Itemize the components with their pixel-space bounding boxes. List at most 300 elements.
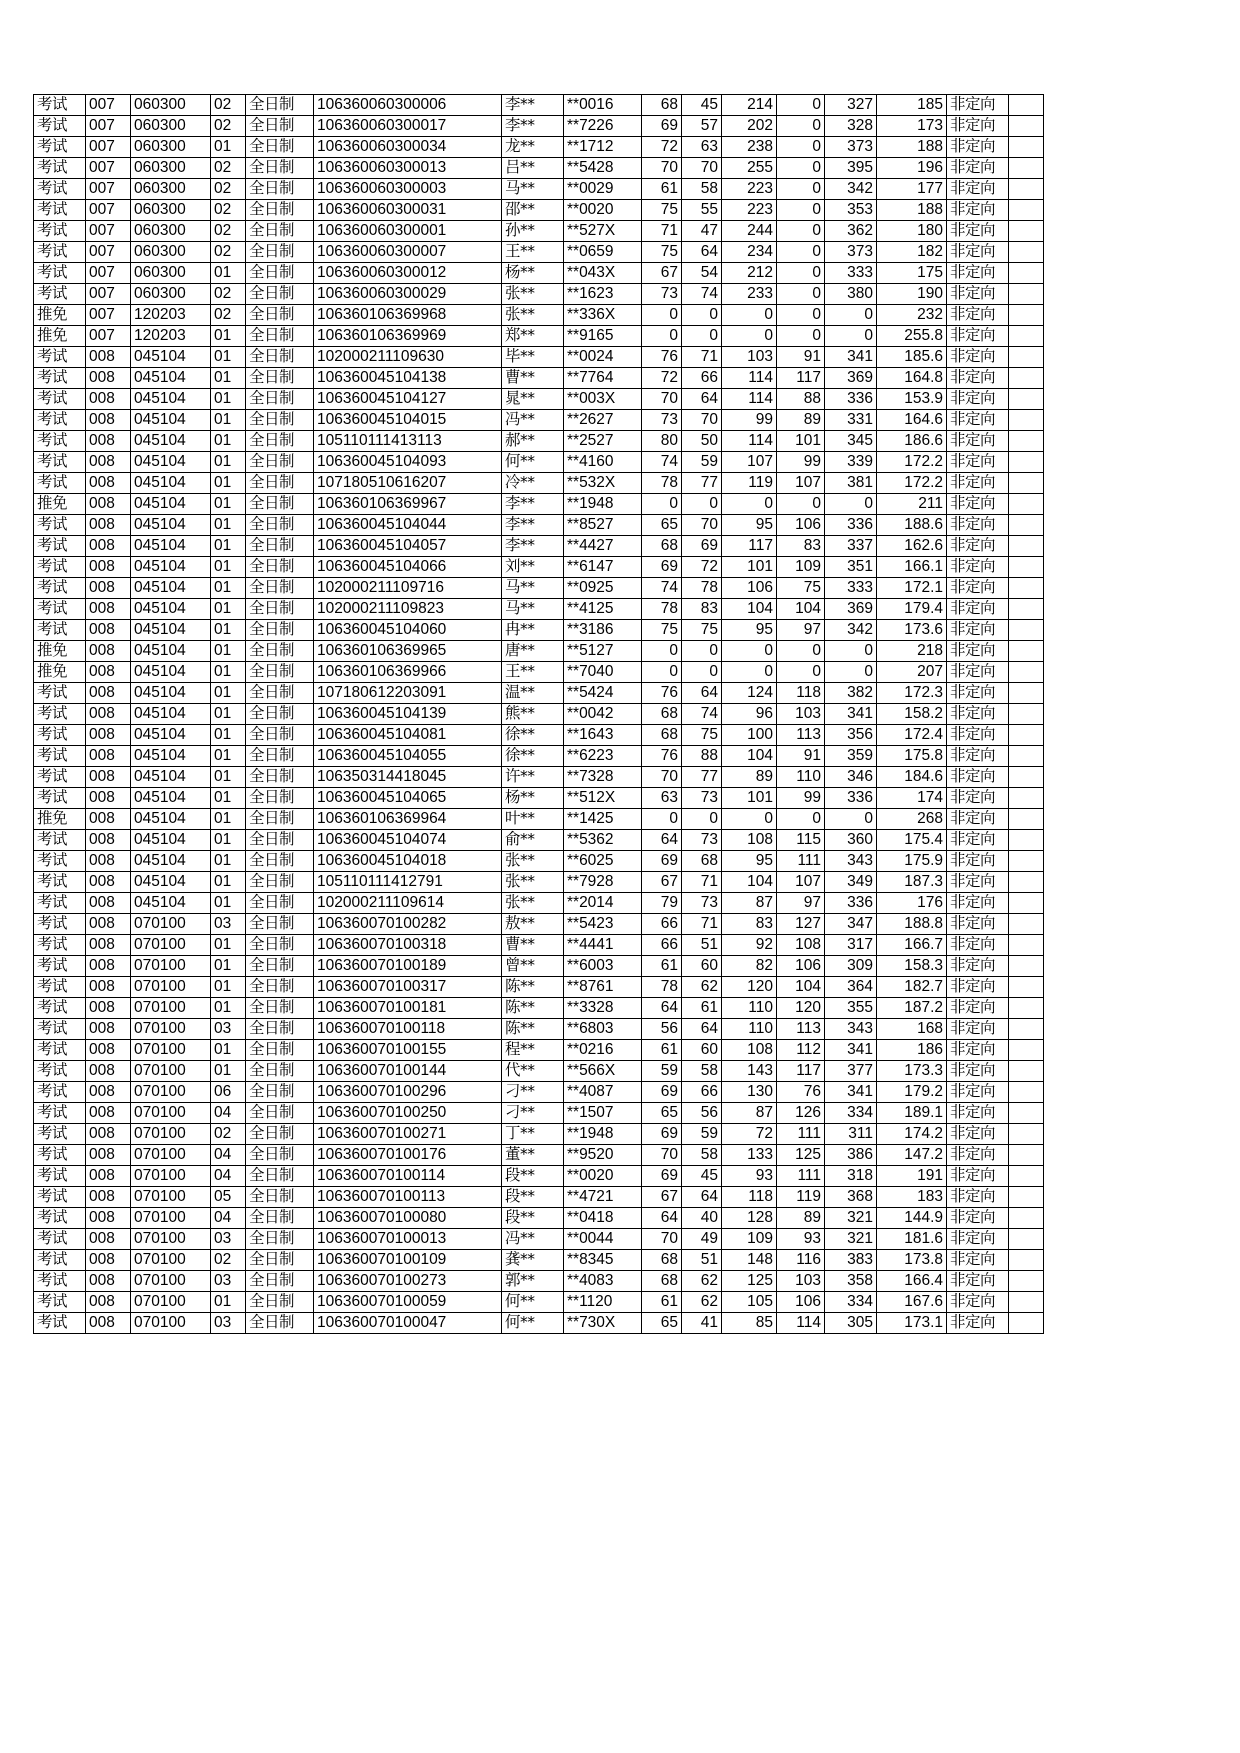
cell-score4: 111 bbox=[777, 1124, 825, 1145]
cell-blank bbox=[1009, 641, 1044, 662]
cell-total: 336 bbox=[825, 893, 877, 914]
cell-category: 非定向 bbox=[947, 536, 1009, 557]
cell-college: 008 bbox=[86, 515, 131, 536]
cell-direction: 01 bbox=[211, 473, 246, 494]
cell-major: 060300 bbox=[131, 116, 211, 137]
cell-score1: 61 bbox=[642, 1292, 682, 1313]
cell-major: 070100 bbox=[131, 998, 211, 1019]
cell-major: 045104 bbox=[131, 347, 211, 368]
cell-id_card: **1712 bbox=[564, 137, 642, 158]
cell-score4: 88 bbox=[777, 389, 825, 410]
cell-study_mode: 全日制 bbox=[246, 431, 314, 452]
cell-score3: 0 bbox=[722, 662, 777, 683]
cell-major: 045104 bbox=[131, 851, 211, 872]
cell-retest: 255.8 bbox=[877, 326, 947, 347]
cell-retest: 207 bbox=[877, 662, 947, 683]
cell-total: 380 bbox=[825, 284, 877, 305]
cell-total: 342 bbox=[825, 179, 877, 200]
cell-direction: 04 bbox=[211, 1103, 246, 1124]
cell-retest: 177 bbox=[877, 179, 947, 200]
cell-score3: 223 bbox=[722, 179, 777, 200]
table-row bbox=[34, 1019, 1044, 1040]
cell-score4: 110 bbox=[777, 767, 825, 788]
table-row bbox=[34, 263, 1044, 284]
cell-exam_id: 106360045104138 bbox=[314, 368, 502, 389]
cell-category: 非定向 bbox=[947, 389, 1009, 410]
cell-name: 张** bbox=[502, 872, 564, 893]
cell-direction: 01 bbox=[211, 557, 246, 578]
cell-name: 郝** bbox=[502, 431, 564, 452]
cell-blank bbox=[1009, 221, 1044, 242]
cell-blank bbox=[1009, 683, 1044, 704]
cell-id_card: **1120 bbox=[564, 1292, 642, 1313]
cell-category: 非定向 bbox=[947, 1124, 1009, 1145]
cell-exam_type: 考试 bbox=[34, 200, 86, 221]
cell-score1: 63 bbox=[642, 788, 682, 809]
cell-blank bbox=[1009, 1208, 1044, 1229]
cell-category: 非定向 bbox=[947, 1145, 1009, 1166]
cell-direction: 01 bbox=[211, 893, 246, 914]
cell-score3: 87 bbox=[722, 1103, 777, 1124]
cell-total: 343 bbox=[825, 851, 877, 872]
cell-score3: 214 bbox=[722, 95, 777, 116]
cell-exam_type: 考试 bbox=[34, 347, 86, 368]
cell-direction: 01 bbox=[211, 389, 246, 410]
cell-blank bbox=[1009, 536, 1044, 557]
cell-total: 336 bbox=[825, 515, 877, 536]
table-row bbox=[34, 599, 1044, 620]
cell-exam_type: 推免 bbox=[34, 494, 86, 515]
cell-category: 非定向 bbox=[947, 1250, 1009, 1271]
cell-score1: 68 bbox=[642, 95, 682, 116]
cell-college: 008 bbox=[86, 788, 131, 809]
cell-blank bbox=[1009, 137, 1044, 158]
cell-exam_type: 考试 bbox=[34, 872, 86, 893]
cell-score2: 56 bbox=[682, 1103, 722, 1124]
cell-exam_id: 106360070100113 bbox=[314, 1187, 502, 1208]
cell-direction: 01 bbox=[211, 998, 246, 1019]
cell-name: 李** bbox=[502, 536, 564, 557]
cell-direction: 01 bbox=[211, 515, 246, 536]
cell-score2: 73 bbox=[682, 893, 722, 914]
cell-exam_type: 推免 bbox=[34, 641, 86, 662]
cell-score2: 41 bbox=[682, 1313, 722, 1334]
cell-retest: 175 bbox=[877, 263, 947, 284]
cell-study_mode: 全日制 bbox=[246, 137, 314, 158]
cell-score2: 77 bbox=[682, 767, 722, 788]
cell-total: 373 bbox=[825, 137, 877, 158]
cell-study_mode: 全日制 bbox=[246, 620, 314, 641]
cell-exam_type: 考试 bbox=[34, 242, 86, 263]
table-row bbox=[34, 284, 1044, 305]
cell-study_mode: 全日制 bbox=[246, 1124, 314, 1145]
cell-total: 0 bbox=[825, 809, 877, 830]
cell-score3: 0 bbox=[722, 494, 777, 515]
cell-score2: 47 bbox=[682, 221, 722, 242]
cell-exam_id: 106360045104044 bbox=[314, 515, 502, 536]
cell-blank bbox=[1009, 557, 1044, 578]
cell-exam_id: 106360070100155 bbox=[314, 1040, 502, 1061]
cell-score2: 64 bbox=[682, 242, 722, 263]
cell-college: 008 bbox=[86, 431, 131, 452]
cell-exam_id: 106360060300012 bbox=[314, 263, 502, 284]
table-row bbox=[34, 221, 1044, 242]
cell-score4: 119 bbox=[777, 1187, 825, 1208]
cell-score1: 70 bbox=[642, 1145, 682, 1166]
cell-score2: 54 bbox=[682, 263, 722, 284]
cell-total: 333 bbox=[825, 263, 877, 284]
cell-blank bbox=[1009, 956, 1044, 977]
cell-score2: 62 bbox=[682, 977, 722, 998]
cell-score4: 109 bbox=[777, 557, 825, 578]
cell-exam_id: 106360070100317 bbox=[314, 977, 502, 998]
cell-study_mode: 全日制 bbox=[246, 1040, 314, 1061]
table-row bbox=[34, 95, 1044, 116]
cell-exam_type: 考试 bbox=[34, 158, 86, 179]
cell-category: 非定向 bbox=[947, 494, 1009, 515]
cell-college: 008 bbox=[86, 494, 131, 515]
cell-college: 008 bbox=[86, 347, 131, 368]
table-row bbox=[34, 1082, 1044, 1103]
cell-study_mode: 全日制 bbox=[246, 935, 314, 956]
cell-score3: 92 bbox=[722, 935, 777, 956]
cell-score2: 55 bbox=[682, 200, 722, 221]
cell-retest: 175.9 bbox=[877, 851, 947, 872]
table-row bbox=[34, 1271, 1044, 1292]
table-row bbox=[34, 1124, 1044, 1145]
cell-college: 008 bbox=[86, 641, 131, 662]
table-row bbox=[34, 788, 1044, 809]
table-row bbox=[34, 1040, 1044, 1061]
cell-direction: 01 bbox=[211, 977, 246, 998]
cell-score4: 89 bbox=[777, 1208, 825, 1229]
cell-major: 070100 bbox=[131, 1040, 211, 1061]
cell-total: 309 bbox=[825, 956, 877, 977]
cell-category: 非定向 bbox=[947, 452, 1009, 473]
table-row bbox=[34, 158, 1044, 179]
cell-name: 刁** bbox=[502, 1082, 564, 1103]
cell-exam_type: 考试 bbox=[34, 767, 86, 788]
cell-major: 060300 bbox=[131, 242, 211, 263]
cell-category: 非定向 bbox=[947, 998, 1009, 1019]
cell-college: 008 bbox=[86, 683, 131, 704]
cell-score2: 60 bbox=[682, 956, 722, 977]
cell-score1: 78 bbox=[642, 473, 682, 494]
cell-study_mode: 全日制 bbox=[246, 1313, 314, 1334]
cell-score2: 64 bbox=[682, 389, 722, 410]
cell-score3: 85 bbox=[722, 1313, 777, 1334]
cell-retest: 164.8 bbox=[877, 368, 947, 389]
cell-name: 杨** bbox=[502, 263, 564, 284]
cell-total: 328 bbox=[825, 116, 877, 137]
cell-exam_type: 考试 bbox=[34, 1208, 86, 1229]
cell-total: 331 bbox=[825, 410, 877, 431]
cell-direction: 02 bbox=[211, 200, 246, 221]
cell-total: 311 bbox=[825, 1124, 877, 1145]
cell-score1: 61 bbox=[642, 1040, 682, 1061]
cell-exam_id: 106360060300007 bbox=[314, 242, 502, 263]
cell-score4: 89 bbox=[777, 410, 825, 431]
cell-direction: 02 bbox=[211, 284, 246, 305]
cell-exam_id: 106360045104074 bbox=[314, 830, 502, 851]
cell-blank bbox=[1009, 431, 1044, 452]
cell-total: 346 bbox=[825, 767, 877, 788]
cell-exam_type: 考试 bbox=[34, 1250, 86, 1271]
cell-id_card: **0216 bbox=[564, 1040, 642, 1061]
cell-major: 045104 bbox=[131, 599, 211, 620]
cell-category: 非定向 bbox=[947, 830, 1009, 851]
cell-score1: 0 bbox=[642, 494, 682, 515]
cell-blank bbox=[1009, 1103, 1044, 1124]
cell-total: 305 bbox=[825, 1313, 877, 1334]
cell-score2: 0 bbox=[682, 641, 722, 662]
cell-score3: 96 bbox=[722, 704, 777, 725]
cell-direction: 02 bbox=[211, 1124, 246, 1145]
cell-score4: 115 bbox=[777, 830, 825, 851]
cell-score2: 0 bbox=[682, 326, 722, 347]
cell-score1: 0 bbox=[642, 641, 682, 662]
cell-score3: 0 bbox=[722, 809, 777, 830]
cell-retest: 174 bbox=[877, 788, 947, 809]
cell-score3: 114 bbox=[722, 431, 777, 452]
cell-score3: 233 bbox=[722, 284, 777, 305]
cell-score1: 78 bbox=[642, 599, 682, 620]
cell-blank bbox=[1009, 1082, 1044, 1103]
cell-major: 045104 bbox=[131, 431, 211, 452]
cell-retest: 167.6 bbox=[877, 1292, 947, 1313]
cell-retest: 186 bbox=[877, 1040, 947, 1061]
cell-category: 非定向 bbox=[947, 263, 1009, 284]
cell-id_card: **1948 bbox=[564, 1124, 642, 1145]
cell-id_card: **6003 bbox=[564, 956, 642, 977]
cell-exam_type: 考试 bbox=[34, 221, 86, 242]
cell-id_card: **5423 bbox=[564, 914, 642, 935]
cell-college: 007 bbox=[86, 242, 131, 263]
cell-total: 373 bbox=[825, 242, 877, 263]
cell-blank bbox=[1009, 1250, 1044, 1271]
cell-exam_type: 考试 bbox=[34, 1124, 86, 1145]
cell-score1: 59 bbox=[642, 1061, 682, 1082]
cell-blank bbox=[1009, 116, 1044, 137]
cell-total: 333 bbox=[825, 578, 877, 599]
cell-direction: 01 bbox=[211, 599, 246, 620]
cell-id_card: **7328 bbox=[564, 767, 642, 788]
cell-major: 045104 bbox=[131, 536, 211, 557]
cell-name: 冯** bbox=[502, 1229, 564, 1250]
cell-direction: 01 bbox=[211, 137, 246, 158]
cell-retest: 190 bbox=[877, 284, 947, 305]
cell-total: 343 bbox=[825, 1019, 877, 1040]
cell-score4: 103 bbox=[777, 704, 825, 725]
table-row bbox=[34, 179, 1044, 200]
cell-score1: 66 bbox=[642, 935, 682, 956]
cell-retest: 180 bbox=[877, 221, 947, 242]
cell-category: 非定向 bbox=[947, 515, 1009, 536]
cell-total: 364 bbox=[825, 977, 877, 998]
cell-id_card: **4441 bbox=[564, 935, 642, 956]
cell-score3: 95 bbox=[722, 851, 777, 872]
cell-study_mode: 全日制 bbox=[246, 95, 314, 116]
cell-score3: 0 bbox=[722, 326, 777, 347]
table-row bbox=[34, 725, 1044, 746]
cell-retest: 179.4 bbox=[877, 599, 947, 620]
table-row bbox=[34, 620, 1044, 641]
cell-category: 非定向 bbox=[947, 1061, 1009, 1082]
cell-college: 008 bbox=[86, 473, 131, 494]
cell-category: 非定向 bbox=[947, 200, 1009, 221]
cell-score1: 67 bbox=[642, 1187, 682, 1208]
cell-name: 李** bbox=[502, 95, 564, 116]
cell-score3: 114 bbox=[722, 368, 777, 389]
cell-exam_type: 考试 bbox=[34, 431, 86, 452]
cell-category: 非定向 bbox=[947, 137, 1009, 158]
cell-exam_type: 考试 bbox=[34, 263, 86, 284]
cell-name: 俞** bbox=[502, 830, 564, 851]
cell-direction: 05 bbox=[211, 1187, 246, 1208]
cell-exam_type: 考试 bbox=[34, 704, 86, 725]
cell-score4: 0 bbox=[777, 242, 825, 263]
table-row bbox=[34, 242, 1044, 263]
cell-college: 008 bbox=[86, 1229, 131, 1250]
cell-blank bbox=[1009, 1187, 1044, 1208]
cell-name: 叶** bbox=[502, 809, 564, 830]
cell-id_card: **4083 bbox=[564, 1271, 642, 1292]
cell-exam_type: 考试 bbox=[34, 116, 86, 137]
cell-category: 非定向 bbox=[947, 221, 1009, 242]
cell-name: 李** bbox=[502, 494, 564, 515]
cell-direction: 01 bbox=[211, 725, 246, 746]
cell-score1: 64 bbox=[642, 1208, 682, 1229]
cell-study_mode: 全日制 bbox=[246, 263, 314, 284]
cell-score3: 125 bbox=[722, 1271, 777, 1292]
cell-name: 董** bbox=[502, 1145, 564, 1166]
cell-score4: 125 bbox=[777, 1145, 825, 1166]
cell-score1: 74 bbox=[642, 578, 682, 599]
cell-score3: 148 bbox=[722, 1250, 777, 1271]
admissions-score-table bbox=[33, 94, 1044, 1334]
cell-college: 007 bbox=[86, 263, 131, 284]
cell-exam_id: 106360060300001 bbox=[314, 221, 502, 242]
cell-college: 007 bbox=[86, 284, 131, 305]
cell-category: 非定向 bbox=[947, 179, 1009, 200]
cell-major: 070100 bbox=[131, 914, 211, 935]
cell-direction: 01 bbox=[211, 830, 246, 851]
cell-name: 张** bbox=[502, 284, 564, 305]
cell-id_card: **6147 bbox=[564, 557, 642, 578]
cell-study_mode: 全日制 bbox=[246, 473, 314, 494]
cell-study_mode: 全日制 bbox=[246, 704, 314, 725]
cell-major: 120203 bbox=[131, 326, 211, 347]
cell-study_mode: 全日制 bbox=[246, 410, 314, 431]
cell-id_card: **2627 bbox=[564, 410, 642, 431]
cell-name: 徐** bbox=[502, 746, 564, 767]
cell-name: 龙** bbox=[502, 137, 564, 158]
cell-id_card: **9520 bbox=[564, 1145, 642, 1166]
cell-score4: 107 bbox=[777, 473, 825, 494]
cell-exam_id: 106360070100189 bbox=[314, 956, 502, 977]
cell-score3: 133 bbox=[722, 1145, 777, 1166]
cell-score1: 70 bbox=[642, 158, 682, 179]
cell-category: 非定向 bbox=[947, 1187, 1009, 1208]
cell-exam_type: 考试 bbox=[34, 473, 86, 494]
cell-direction: 03 bbox=[211, 914, 246, 935]
cell-exam_id: 106350314418045 bbox=[314, 767, 502, 788]
cell-direction: 02 bbox=[211, 242, 246, 263]
cell-direction: 04 bbox=[211, 1145, 246, 1166]
cell-blank bbox=[1009, 200, 1044, 221]
cell-name: 曹** bbox=[502, 935, 564, 956]
cell-major: 045104 bbox=[131, 683, 211, 704]
cell-name: 段** bbox=[502, 1187, 564, 1208]
cell-blank bbox=[1009, 1124, 1044, 1145]
cell-name: 王** bbox=[502, 662, 564, 683]
cell-category: 非定向 bbox=[947, 620, 1009, 641]
cell-retest: 185.6 bbox=[877, 347, 947, 368]
cell-college: 007 bbox=[86, 116, 131, 137]
cell-score3: 234 bbox=[722, 242, 777, 263]
cell-study_mode: 全日制 bbox=[246, 1187, 314, 1208]
cell-score4: 106 bbox=[777, 515, 825, 536]
cell-college: 008 bbox=[86, 1103, 131, 1124]
cell-category: 非定向 bbox=[947, 305, 1009, 326]
cell-college: 008 bbox=[86, 536, 131, 557]
cell-college: 007 bbox=[86, 200, 131, 221]
cell-direction: 01 bbox=[211, 1040, 246, 1061]
cell-college: 008 bbox=[86, 1082, 131, 1103]
cell-blank bbox=[1009, 515, 1044, 536]
cell-exam_id: 106360045104127 bbox=[314, 389, 502, 410]
cell-name: 何** bbox=[502, 1313, 564, 1334]
cell-score2: 50 bbox=[682, 431, 722, 452]
cell-score4: 118 bbox=[777, 683, 825, 704]
cell-total: 381 bbox=[825, 473, 877, 494]
cell-college: 008 bbox=[86, 452, 131, 473]
cell-total: 377 bbox=[825, 1061, 877, 1082]
cell-retest: 166.7 bbox=[877, 935, 947, 956]
cell-study_mode: 全日制 bbox=[246, 1103, 314, 1124]
cell-total: 0 bbox=[825, 326, 877, 347]
cell-major: 070100 bbox=[131, 935, 211, 956]
cell-score1: 69 bbox=[642, 116, 682, 137]
cell-study_mode: 全日制 bbox=[246, 389, 314, 410]
cell-exam_id: 106360106369969 bbox=[314, 326, 502, 347]
cell-exam_id: 106360045104060 bbox=[314, 620, 502, 641]
cell-score3: 118 bbox=[722, 1187, 777, 1208]
cell-retest: 196 bbox=[877, 158, 947, 179]
cell-major: 045104 bbox=[131, 578, 211, 599]
cell-total: 359 bbox=[825, 746, 877, 767]
cell-score1: 76 bbox=[642, 683, 682, 704]
cell-score1: 75 bbox=[642, 242, 682, 263]
cell-exam_type: 考试 bbox=[34, 830, 86, 851]
cell-id_card: **4427 bbox=[564, 536, 642, 557]
cell-id_card: **6803 bbox=[564, 1019, 642, 1040]
cell-score2: 75 bbox=[682, 620, 722, 641]
cell-direction: 01 bbox=[211, 536, 246, 557]
cell-exam_type: 考试 bbox=[34, 1145, 86, 1166]
cell-score4: 113 bbox=[777, 1019, 825, 1040]
cell-category: 非定向 bbox=[947, 1166, 1009, 1187]
cell-id_card: **9165 bbox=[564, 326, 642, 347]
cell-score1: 65 bbox=[642, 1103, 682, 1124]
cell-score3: 120 bbox=[722, 977, 777, 998]
cell-score4: 0 bbox=[777, 662, 825, 683]
cell-exam_type: 考试 bbox=[34, 95, 86, 116]
cell-major: 060300 bbox=[131, 95, 211, 116]
cell-score4: 104 bbox=[777, 599, 825, 620]
cell-study_mode: 全日制 bbox=[246, 872, 314, 893]
cell-id_card: **0418 bbox=[564, 1208, 642, 1229]
